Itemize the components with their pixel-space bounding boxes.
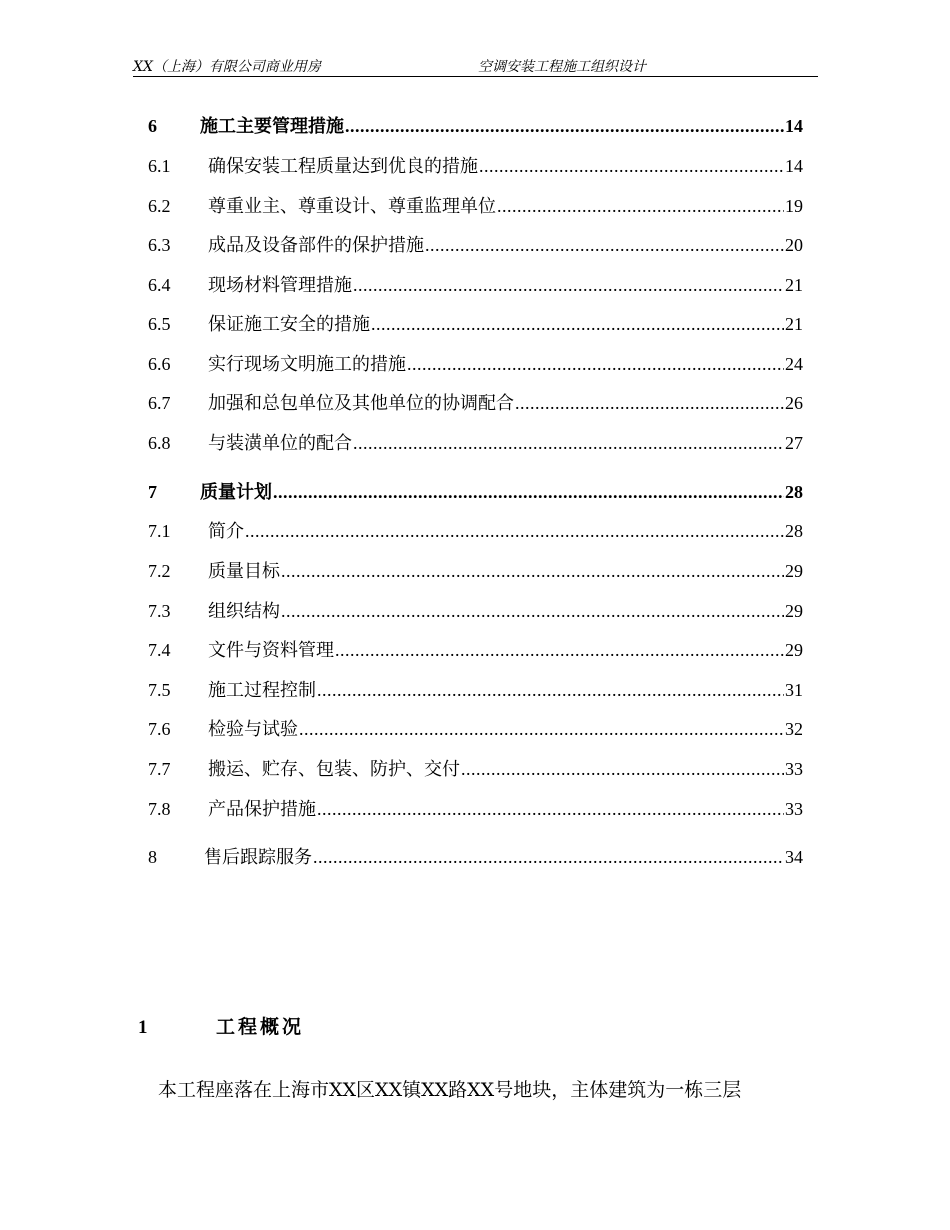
toc-entry-title: 施工过程控制 bbox=[208, 680, 316, 701]
toc-entry-number: 7.2 bbox=[148, 561, 171, 581]
toc-dot-leader bbox=[345, 114, 784, 138]
toc-entry[interactable] bbox=[148, 757, 803, 781]
toc-entry-title: 质量计划 bbox=[200, 482, 272, 503]
toc-dot-leader bbox=[515, 391, 784, 415]
toc-entry-title: 实行现场文明施工的措施 bbox=[208, 354, 406, 375]
toc-entry[interactable] bbox=[148, 312, 803, 336]
toc-entry[interactable] bbox=[148, 797, 803, 821]
toc-entry-number: 7.8 bbox=[148, 799, 171, 819]
toc-entry[interactable] bbox=[148, 717, 803, 741]
section-heading bbox=[138, 1014, 304, 1040]
toc-dot-leader bbox=[353, 431, 784, 455]
toc-entry-page: 21 bbox=[785, 275, 803, 295]
toc-entry[interactable] bbox=[148, 114, 803, 138]
toc-entry-page: 14 bbox=[785, 116, 803, 136]
toc-entry-page: 14 bbox=[785, 156, 803, 176]
header-document-title: 空调安装工程施工组织设计 bbox=[478, 59, 646, 75]
toc-entry-number: 7.1 bbox=[148, 521, 171, 541]
toc-dot-leader bbox=[317, 678, 784, 702]
toc-entry-title: 质量目标 bbox=[208, 561, 280, 582]
toc-entry-page: 27 bbox=[785, 433, 803, 453]
toc-entry-title: 产品保护措施 bbox=[208, 799, 316, 820]
toc-dot-leader bbox=[299, 717, 784, 741]
toc-entry-number: 6 bbox=[148, 116, 157, 136]
toc-entry-page: 20 bbox=[785, 235, 803, 255]
toc-entry-title: 检验与试验 bbox=[208, 719, 298, 740]
toc-entry[interactable] bbox=[148, 431, 803, 455]
toc-dot-leader bbox=[407, 352, 784, 376]
toc-dot-leader bbox=[425, 233, 784, 257]
toc-entry-title: 搬运、贮存、包装、防护、交付 bbox=[208, 759, 460, 780]
toc-dot-leader bbox=[371, 312, 784, 336]
toc-entry-number: 6.8 bbox=[148, 433, 171, 453]
toc-entry-page: 34 bbox=[785, 847, 803, 867]
toc-entry[interactable] bbox=[148, 154, 803, 178]
toc-entry-title: 加强和总包单位及其他单位的协调配合 bbox=[208, 393, 514, 414]
toc-dot-leader bbox=[479, 154, 784, 178]
toc-entry-page: 28 bbox=[785, 482, 803, 502]
toc-entry-page: 26 bbox=[785, 393, 803, 413]
toc-dot-leader bbox=[497, 194, 784, 218]
toc-entry-page: 29 bbox=[785, 561, 803, 581]
toc-entry-page: 29 bbox=[785, 601, 803, 621]
toc-entry-page: 21 bbox=[785, 314, 803, 334]
toc-entry-page: 33 bbox=[785, 799, 803, 819]
toc-entry[interactable] bbox=[148, 845, 803, 869]
section-number: 1 bbox=[138, 1017, 148, 1038]
toc-entry-number: 6.2 bbox=[148, 196, 171, 216]
toc-dot-leader bbox=[317, 797, 784, 821]
toc-entry-title: 现场材料管理措施 bbox=[208, 275, 352, 296]
toc-entry-title: 确保安装工程质量达到优良的措施 bbox=[208, 156, 478, 177]
toc-entry[interactable] bbox=[148, 480, 803, 504]
toc-entry-title: 成品及设备部件的保护措施 bbox=[208, 235, 424, 256]
toc-entry-number: 6.4 bbox=[148, 275, 171, 295]
toc-entry-number: 7.5 bbox=[148, 680, 171, 700]
toc-entry-page: 19 bbox=[785, 196, 803, 216]
toc-entry[interactable] bbox=[148, 391, 803, 415]
toc-entry[interactable] bbox=[148, 559, 803, 583]
section-title: 工程概况 bbox=[216, 1016, 305, 1038]
toc-entry-title: 文件与资料管理 bbox=[208, 640, 334, 661]
toc-entry-number: 7.6 bbox=[148, 719, 171, 739]
toc-entry-title: 简介 bbox=[208, 521, 244, 542]
toc-dot-leader bbox=[313, 845, 784, 869]
toc-entry-number: 6.7 bbox=[148, 393, 171, 413]
header-company: XX（上海）有限公司商业用房 bbox=[133, 59, 321, 75]
toc-entry-number: 6.5 bbox=[148, 314, 171, 334]
toc-entry[interactable] bbox=[148, 519, 803, 543]
toc-entry-page: 29 bbox=[785, 640, 803, 660]
toc-entry[interactable] bbox=[148, 599, 803, 623]
toc-entry[interactable] bbox=[148, 638, 803, 662]
toc-entry-number: 7 bbox=[148, 482, 157, 502]
toc-entry-page: 24 bbox=[785, 354, 803, 374]
toc-entry-title: 售后跟踪服务 bbox=[204, 847, 312, 868]
toc-entry-title: 与装潢单位的配合 bbox=[208, 433, 352, 454]
toc-entry-number: 6.6 bbox=[148, 354, 171, 374]
toc-dot-leader bbox=[335, 638, 784, 662]
toc-entry-title: 尊重业主、尊重设计、尊重监理单位 bbox=[208, 196, 496, 217]
toc-entry-number: 7.3 bbox=[148, 601, 171, 621]
toc-entry-page: 33 bbox=[785, 759, 803, 779]
toc-entry-page: 28 bbox=[785, 521, 803, 541]
toc-entry-title: 施工主要管理措施 bbox=[200, 116, 344, 137]
toc-dot-leader bbox=[353, 273, 784, 297]
toc-entry-number: 7.7 bbox=[148, 759, 171, 779]
toc-dot-leader bbox=[281, 559, 784, 583]
toc-entry[interactable] bbox=[148, 352, 803, 376]
toc-entry-number: 6.1 bbox=[148, 156, 171, 176]
toc-entry-title: 组织结构 bbox=[208, 601, 280, 622]
toc-entry-title: 保证施工安全的措施 bbox=[208, 314, 370, 335]
toc-dot-leader bbox=[273, 480, 784, 504]
toc-dot-leader bbox=[281, 599, 784, 623]
toc-entry[interactable] bbox=[148, 273, 803, 297]
toc-entry-page: 31 bbox=[785, 680, 803, 700]
toc-entry-page: 32 bbox=[785, 719, 803, 739]
toc-entry-number: 6.3 bbox=[148, 235, 171, 255]
toc-entry[interactable] bbox=[148, 233, 803, 257]
toc-entry-number: 8 bbox=[148, 847, 157, 867]
toc-entry[interactable] bbox=[148, 194, 803, 218]
toc-dot-leader bbox=[461, 757, 784, 781]
toc-entry-number: 7.4 bbox=[148, 640, 171, 660]
page-header bbox=[133, 58, 818, 77]
toc-entry[interactable] bbox=[148, 678, 803, 702]
body-paragraph: 本工程座落在上海市XX区XX镇XX路XX号地块，主体建筑为一栋三层 bbox=[158, 1079, 742, 1101]
toc-dot-leader bbox=[245, 519, 784, 543]
